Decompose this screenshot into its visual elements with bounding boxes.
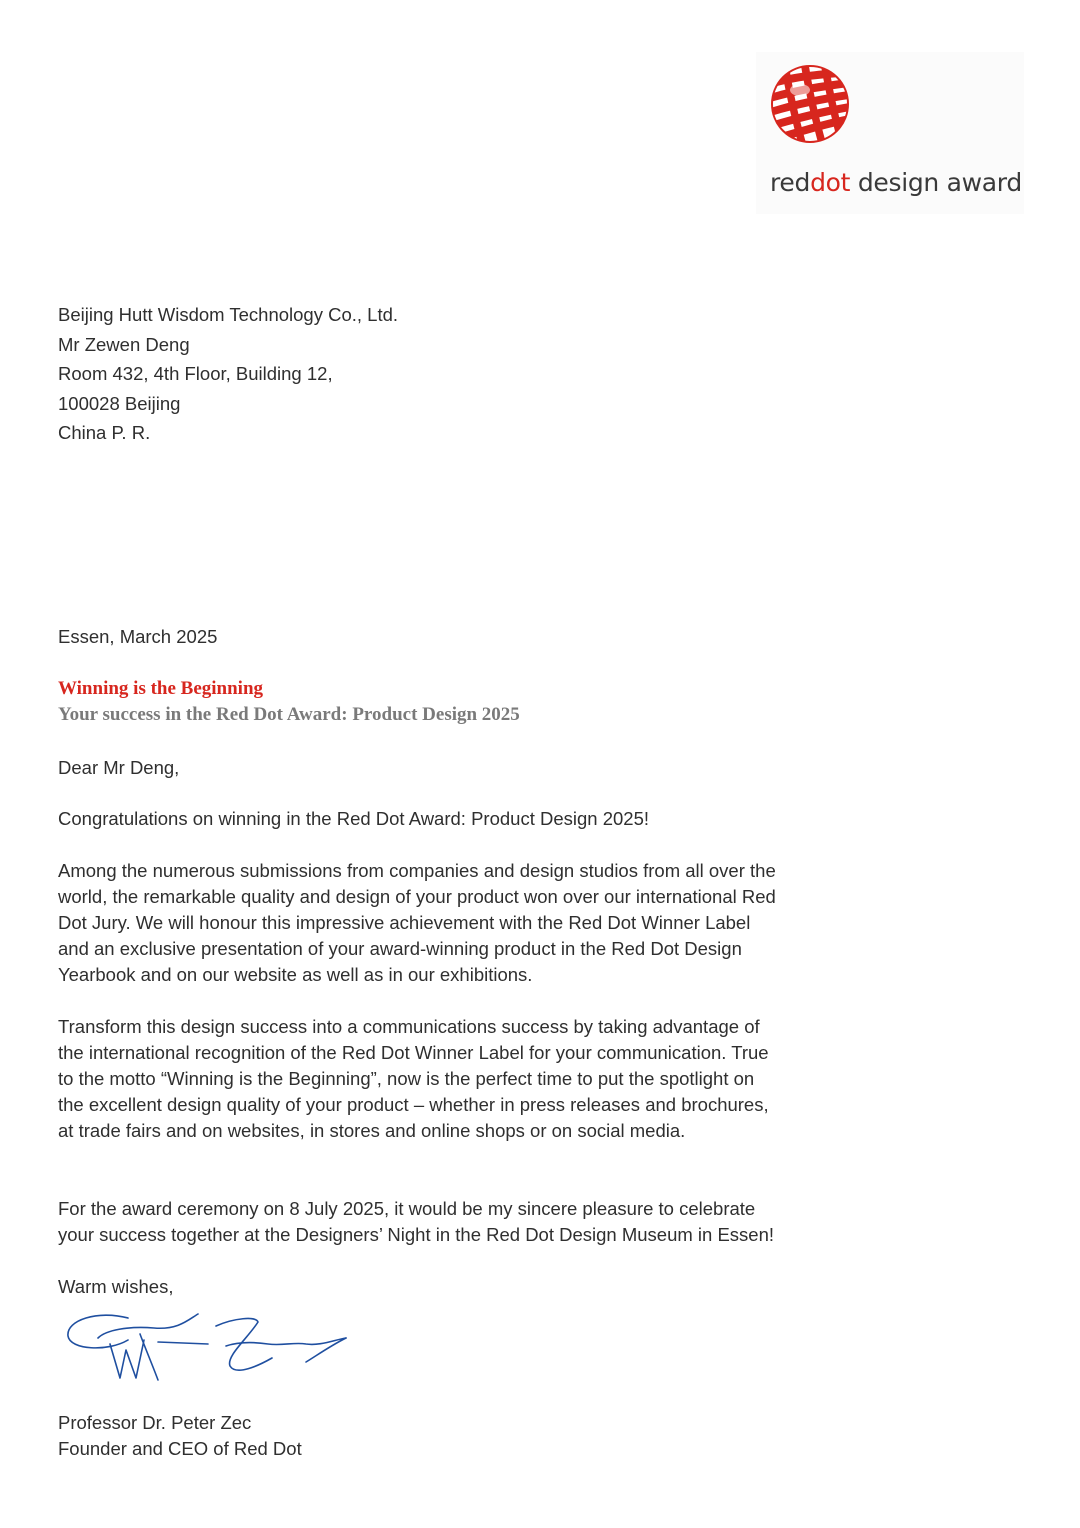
recipient-city: 100028 Beijing: [58, 392, 181, 414]
sender-title: Founder and CEO of Red Dot: [58, 1438, 302, 1459]
salutation: Dear Mr Deng,: [58, 757, 180, 778]
paragraph-jury: Among the numerous submissions from companies and design studios from all over the world, the remarkable quality and design of your product won over our international Red Dot Jury. We will honour this impressive achievement with the Red Dot Winner Label and an exclusive presentation of your award-winning product in the Red Dot Design Yearbook and on our website as well as in our exhibitions.: [58, 860, 776, 985]
closing: Warm wishes,: [58, 1276, 174, 1297]
paragraph-communications: Transform this design success into a communications success by taking advantage of the international recognition of the Red Dot Winner Label for your communication. True to the motto “Winning is the Beginning”, now is the perfect time to put the spotlight on the excellent design quality of your product – whether in press releases and brochures, at trade fairs and on websites, in stores and online shops or on social media.: [58, 1016, 769, 1141]
sender-name: Professor Dr. Peter Zec: [58, 1412, 252, 1433]
letter-subheadline: Your success in the Red Dot Award: Product Design 2025: [58, 704, 520, 725]
reddot-logo: [756, 52, 1024, 214]
recipient-name: Mr Zewen Deng: [58, 333, 190, 355]
handwritten-signature: [58, 1300, 358, 1392]
recipient-address: [58, 300, 778, 448]
logo-wordmark: [770, 168, 1022, 197]
reddot-sphere-icon: [770, 64, 850, 144]
paragraph-ceremony: For the award ceremony on 8 July 2025, it would be my sincere pleasure to celebrate your success together at the Designers’ Night in the Red Dot Design Museum in Essen!: [58, 1198, 775, 1245]
place-date: Essen, March 2025: [58, 626, 218, 647]
recipient-street: Room 432, 4th Floor, Building 12,: [58, 363, 333, 384]
recipient-country: China P. R.: [58, 422, 151, 443]
letter-headline: Winning is the Beginning: [58, 678, 264, 699]
paragraph-congratulations: Congratulations on winning in the Red Dot Award: Product Design 2025!: [58, 808, 649, 829]
logo-rest-text: design award: [850, 168, 1022, 197]
recipient-company: Beijing Hutt Wisdom Technology Co., Ltd.: [58, 304, 399, 325]
logo-dot-text: dot: [810, 168, 851, 197]
logo-red-text: red: [770, 168, 811, 197]
